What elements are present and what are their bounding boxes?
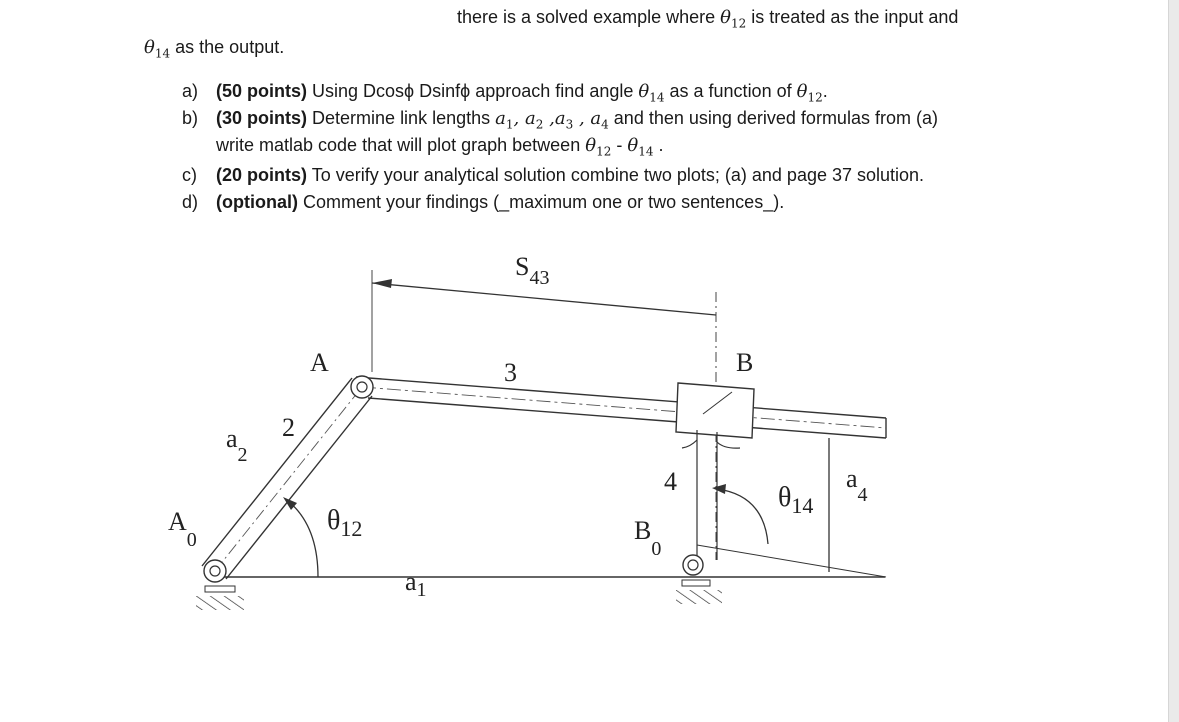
question-item-b-cont: write matlab code that will plot graph between $\theta_{12} - \theta_{14}$ . bbox=[216, 135, 664, 159]
item-points: (optional) bbox=[216, 192, 298, 212]
joint-B-label: B bbox=[736, 348, 754, 377]
item-text: Using Dcosϕ Dsinfϕ approach find angle bbox=[312, 81, 634, 101]
theta12-arc bbox=[287, 500, 318, 577]
theta12-symbol: $\theta_{12}$ bbox=[796, 81, 823, 105]
theta14-arc bbox=[718, 489, 768, 544]
theta14-label: $\theta_{14}$ bbox=[778, 482, 814, 518]
item-label: a) bbox=[182, 81, 199, 101]
item-text: write matlab code that will plot graph between bbox=[216, 135, 581, 155]
intro-line-2-suffix: as the output. bbox=[175, 37, 285, 57]
joint-A-label: A bbox=[310, 348, 329, 377]
item-text: Determine link lengths bbox=[312, 108, 491, 128]
theta12-label: $\theta_{12}$ bbox=[327, 505, 363, 541]
slider-block bbox=[676, 383, 754, 560]
item-text: To verify your analytical solution combine two plots; (a) and page 37 solution. bbox=[311, 165, 925, 185]
item-text: Comment your findings (_maximum one or two sentences_). bbox=[303, 192, 785, 212]
link-lengths-symbols: $a_1$, $a_2$ $,a_3$ , $a_4$ bbox=[495, 108, 609, 132]
page-edge bbox=[1168, 0, 1179, 722]
link-2 bbox=[202, 378, 372, 579]
theta14-arrow-head bbox=[712, 484, 726, 494]
item-points: (20 points) bbox=[216, 165, 308, 185]
item-label: c) bbox=[182, 165, 197, 185]
s43-arrow-head bbox=[372, 279, 392, 288]
s43-label: $S_{43}$ bbox=[515, 252, 550, 289]
A0-label: $A_0$ bbox=[168, 507, 197, 551]
theta12-symbol: $\theta_{12}$ bbox=[585, 135, 612, 159]
a1-label: $a_1$ bbox=[405, 567, 427, 601]
theta12-symbol: $\theta_{12}$ bbox=[720, 7, 747, 31]
question-item-a: a) (50 points) Using Dcosϕ Dsinfϕ approach find angle $\theta_{14}$ as a function of $\theta_{12}$. bbox=[182, 81, 828, 105]
item-points: (30 points) bbox=[216, 108, 308, 128]
link-4-label: 4 bbox=[664, 467, 677, 496]
joint-B0 bbox=[676, 555, 722, 604]
B0-label: $B_0$ bbox=[634, 516, 662, 560]
a2-label: $a_2$ bbox=[226, 424, 248, 466]
theta14-symbol: $\theta_{14}$ bbox=[144, 37, 171, 61]
item-label: b) bbox=[182, 108, 199, 128]
item-text: as a function of bbox=[669, 81, 792, 101]
link-3 bbox=[356, 377, 886, 438]
item-text: and then using derived formulas from (a) bbox=[613, 108, 938, 128]
intro-line-1-prefix: there is a solved example where bbox=[457, 7, 716, 27]
intro-line-1-suffix: is treated as the input and bbox=[751, 7, 959, 27]
theta14-symbol: $\theta_{14}$ bbox=[638, 81, 665, 105]
joint-A0 bbox=[196, 560, 244, 610]
joint-A bbox=[351, 376, 373, 398]
link-3-label: 3 bbox=[504, 358, 517, 387]
a4-label: $a_4$ bbox=[846, 464, 868, 506]
link-2-label: 2 bbox=[282, 413, 295, 442]
item-label: d) bbox=[182, 192, 199, 212]
item-points: (50 points) bbox=[216, 81, 308, 101]
a4-coupler-line bbox=[697, 545, 886, 577]
theta14-symbol: $\theta_{14}$ bbox=[627, 135, 654, 159]
